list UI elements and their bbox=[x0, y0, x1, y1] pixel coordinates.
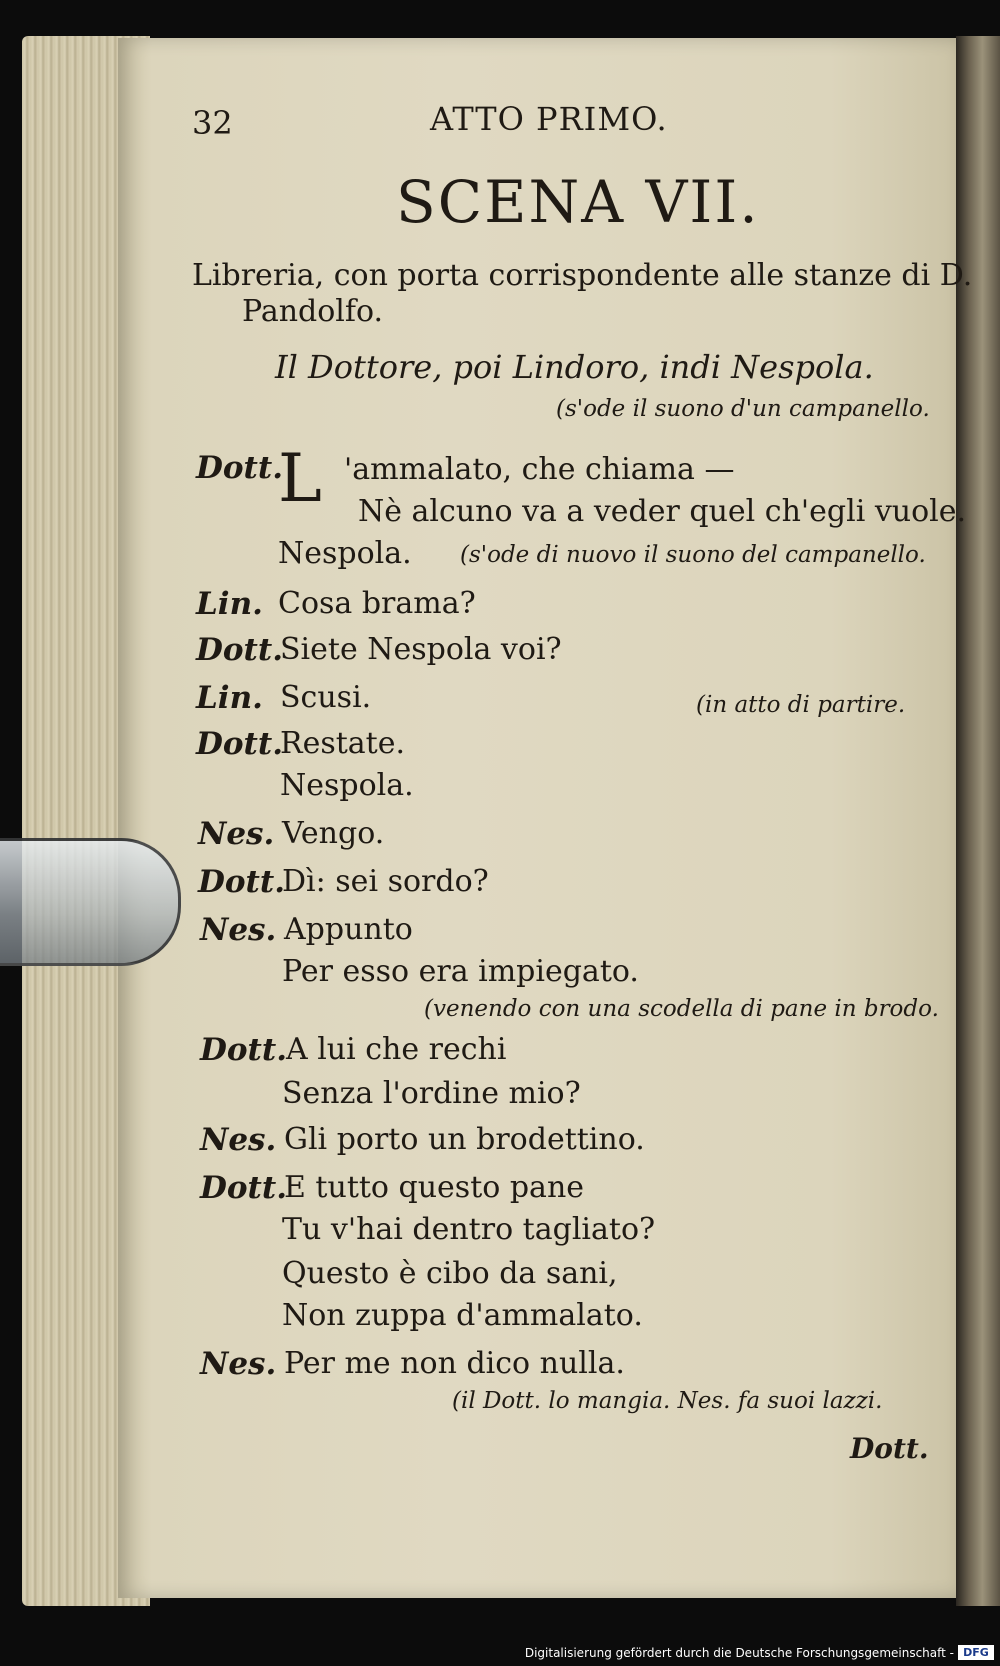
dialogue-line: Appunto bbox=[284, 912, 413, 947]
dialogue-line: Questo è cibo da sani, bbox=[282, 1256, 618, 1291]
dialogue-line: Nè alcuno va a veder quel ch'egli vuole. bbox=[358, 494, 967, 529]
dialogue-line: Per me non dico nulla. bbox=[284, 1346, 625, 1381]
dialogue-line: Senza l'ordine mio? bbox=[282, 1076, 581, 1111]
speaker-label: Dott. bbox=[196, 450, 283, 486]
scene-title: SCENA VII. bbox=[396, 168, 760, 236]
speaker-label: Dott. bbox=[196, 632, 283, 668]
dialogue-line: Nespola. bbox=[280, 768, 414, 803]
running-title: ATTO PRIMO. bbox=[430, 100, 668, 138]
dfg-logo: DFG bbox=[958, 1645, 994, 1660]
dialogue-line: Cosa brama? bbox=[278, 586, 476, 621]
speaker-label: Lin. bbox=[196, 586, 263, 622]
dialogue-line: Nespola. bbox=[278, 536, 412, 571]
speaker-label: Nes. bbox=[200, 1122, 277, 1158]
setting-line-1: Libreria, con porta corrispondente alle stanze di D. bbox=[192, 258, 973, 293]
stage-direction-5: (il Dott. lo mangia. Nes. fa suoi lazzi. bbox=[452, 1388, 883, 1414]
stage-direction-2: (s'ode di nuovo il suono del campanello. bbox=[460, 542, 926, 568]
dialogue-line: 'ammalato, che chiama — bbox=[344, 452, 735, 487]
dialogue-line: Tu v'hai dentro tagliato? bbox=[282, 1212, 656, 1247]
stage-direction-1: (s'ode il suono d'un campanello. bbox=[556, 396, 930, 422]
dialogue-line: Vengo. bbox=[282, 816, 385, 851]
stage-direction-4: (venendo con una scodella di pane in brodo. bbox=[424, 996, 939, 1022]
page-number: 32 bbox=[192, 104, 233, 142]
speaker-label: Dott. bbox=[196, 726, 283, 762]
dialogue-line: Dì: sei sordo? bbox=[282, 864, 489, 899]
dialogue-line: Scusi. bbox=[280, 680, 372, 715]
speaker-label: Dott. bbox=[198, 864, 285, 900]
speaker-label: Dott. bbox=[200, 1170, 287, 1206]
dialogue-line: E tutto questo pane bbox=[284, 1170, 585, 1205]
dialogue-line: Siete Nespola voi? bbox=[280, 632, 562, 667]
footer-bar bbox=[0, 1642, 1000, 1666]
dialogue-line: A lui che rechi bbox=[286, 1032, 507, 1067]
dialogue-line: Restate. bbox=[280, 726, 406, 761]
dialogue-line: Non zuppa d'ammalato. bbox=[282, 1298, 643, 1333]
footer-credit: Digitalisierung gefördert durch die Deutsche Forschungsgemeinschaft - bbox=[524, 1646, 954, 1660]
speaker-label: Nes. bbox=[200, 1346, 277, 1382]
catchword: Dott. bbox=[850, 1432, 929, 1465]
dialogue-line: Per esso era impiegato. bbox=[282, 954, 639, 989]
setting-line-2: Pandolfo. bbox=[242, 294, 384, 329]
stage-direction-3: (in atto di partire. bbox=[696, 692, 906, 718]
dialogue-line: Gli porto un brodettino. bbox=[284, 1122, 645, 1157]
speaker-label: Dott. bbox=[200, 1032, 287, 1068]
speaker-label: Nes. bbox=[198, 816, 275, 852]
speaker-label: Nes. bbox=[200, 912, 277, 948]
character-list: Il Dottore, poi Lindoro, indi Nespola. bbox=[275, 348, 874, 386]
page-clip bbox=[0, 838, 181, 966]
drop-cap: L bbox=[278, 440, 322, 517]
speaker-label: Lin. bbox=[196, 680, 263, 716]
